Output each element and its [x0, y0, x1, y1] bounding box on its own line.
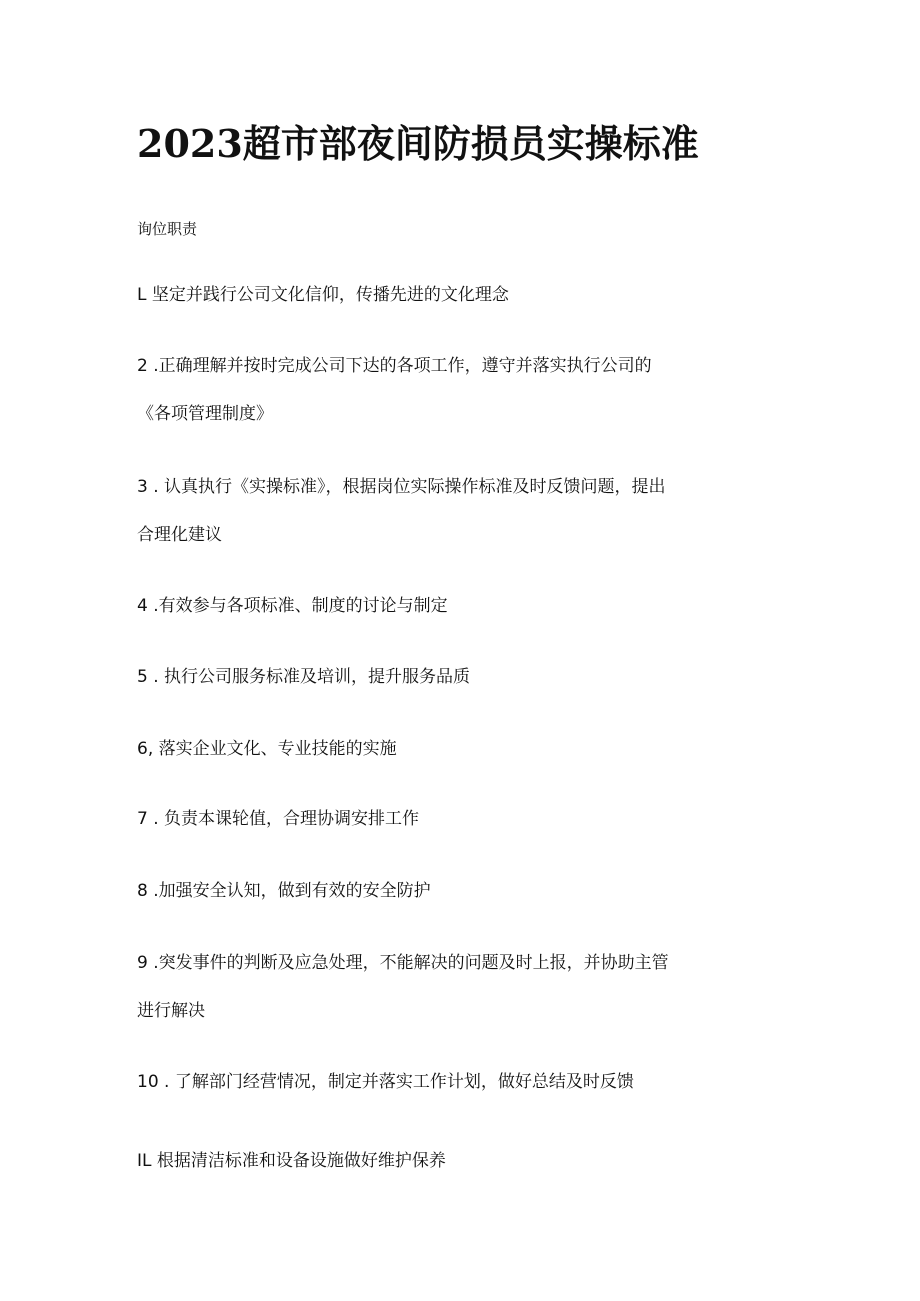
duty-item-text: 8 .加强安全认知，做到有效的安全防护 — [137, 881, 431, 901]
duty-item-text: 4 .有效参与各项标准、制度的讨论与制定 — [137, 596, 448, 616]
duty-item-4 — [137, 594, 787, 618]
duty-item-text: 2 .正确理解并按时完成公司下达的各项工作，遵守并落实执行公司的 — [137, 356, 652, 376]
duty-item-8 — [137, 879, 787, 903]
duty-item-text: 3 . 认真执行《实操标准》，根据岗位实际操作标准及时反馈问题，提出 — [137, 477, 666, 497]
duty-item-text: L 坚定并践行公司文化信仰，传播先进的文化理念 — [137, 285, 509, 305]
duty-item-9 — [137, 951, 787, 1023]
duty-item-text-continued: 《各项管理制度》 — [137, 404, 273, 424]
duty-item-text: 6, 落实企业文化、专业技能的实施 — [137, 739, 397, 759]
duty-item-text-continued: 合理化建议 — [137, 525, 222, 545]
duty-item-3 — [137, 475, 787, 547]
duty-item-1 — [137, 283, 787, 307]
duty-item-2 — [137, 354, 787, 426]
duty-item-7 — [137, 807, 787, 831]
duty-item-text: 9 .突发事件的判断及应急处理，不能解决的问题及时上报，并协助主管 — [137, 953, 669, 973]
duty-item-text: IL 根据清洁标准和设备设施做好维护保养 — [137, 1151, 446, 1171]
duty-item-10 — [137, 1070, 787, 1094]
document-title: 2023超市部夜间防损员实操标准 — [137, 121, 699, 166]
duty-item-text-continued: 进行解决 — [137, 1001, 205, 1021]
duty-item-11 — [137, 1149, 787, 1173]
duty-item-text: 7 . 负责本课轮值，合理协调安排工作 — [137, 809, 420, 829]
duty-item-text: 10 . 了解部门经营情况，制定并落实工作计划，做好总结及时反馈 — [137, 1072, 634, 1092]
duty-item-text: 5 . 执行公司服务标准及培训，提升服务品质 — [137, 667, 471, 687]
duty-item-6 — [137, 737, 787, 761]
section-label: 询位职责 — [137, 220, 198, 238]
duty-item-5 — [137, 665, 787, 689]
